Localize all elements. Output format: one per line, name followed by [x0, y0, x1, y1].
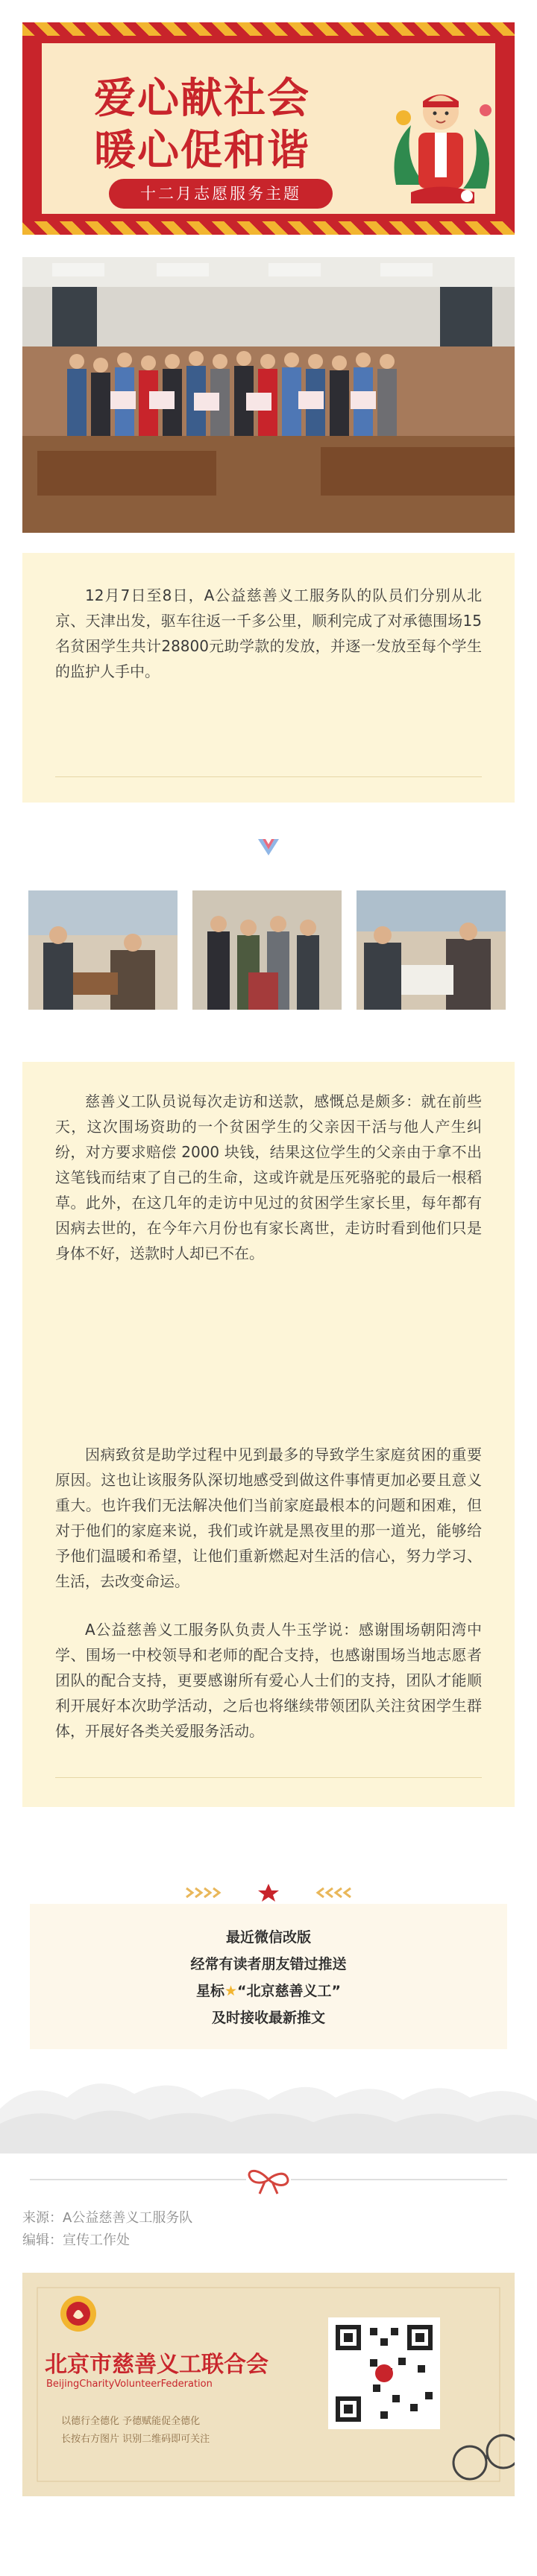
- story-divider: [55, 1777, 482, 1778]
- story-paragraph-1: 慈善义工队员说每次走访和送款，感慨总是颇多：就在前些天，这次围场资助的一个贫困学生的父亲因干活与他人产生纠纷，对方要求赔偿 2000 块钱，结果这位学生的父亲由于拿不出这笔钱而结束了自己的生命，这或许就是压死骆驼的最后一根稻草。此外，在这几年的走访中见过的贫困学生家长里，每年都有因病去世的，在今年六月份也有家长离世，走访时看到他们只是身体不好，送款时人却已不在。: [55, 1092, 482, 1262]
- article-editor: 编辑：宣传工作处: [22, 2232, 130, 2248]
- banner-title-line1: 爱心献社会: [94, 75, 310, 123]
- article-source: 来源：A公益慈善义工服务队: [22, 2210, 193, 2226]
- banner-inner: [42, 43, 495, 214]
- chinese-knot-divider: [0, 2161, 537, 2198]
- activity-photo-2: [192, 890, 342, 1010]
- banner-title-line2: 暖心促和谐: [94, 127, 310, 175]
- cloud-decoration: [0, 2064, 537, 2153]
- org-slogan-2: 长按右方图片 识别二维码即可关注: [61, 2434, 210, 2445]
- activity-photo-1: [28, 890, 178, 1010]
- star-icon: [258, 1884, 279, 1902]
- intro-text: 12月7日至8日，A公益慈善义工服务队的队员们分别从北京、天津出发，驱车往返一千多公里，顺利完成了对承德围场15名贫困学生共计28800元助学款的发放，并逐一发放至每个学生的监护人手中。: [55, 586, 482, 680]
- notice-account-name: “北京慈善义工”: [237, 1983, 342, 1999]
- intro-divider: [55, 776, 482, 777]
- group-photo: [22, 257, 515, 533]
- story-card: [22, 1062, 515, 1807]
- chevron-down-icon: [255, 835, 282, 860]
- star-divider: [149, 1882, 388, 1904]
- story-paragraph-2: 因病致贫是助学过程中见到最多的导致学生家庭贫困的重要原因。这也让该服务队深切地感受到做这件事情更加必要且意义重大。也许我们无法解决他们当前家庭最根本的问题和困难，但对于他们的家庭来说，我们或许就是黑夜里的那一道光，能够给予他们温暖和希望，让他们重新燃起对生活的信心，努力学习、生活，去改变命运。: [55, 1446, 482, 1590]
- qr-code[interactable]: [328, 2317, 440, 2429]
- activity-photo-3: [357, 890, 506, 1010]
- volunteer-illustration: [381, 58, 500, 207]
- notice-line-2: 经常有读者朋友错过推送: [190, 1956, 347, 1972]
- org-name-en: BeijingCharityVolunteerFederation: [46, 2379, 213, 2390]
- star-icon: ★: [224, 1983, 238, 1999]
- notice-star-label: 星标: [195, 1983, 224, 1999]
- org-slogan-1: 以德行全德化 予德赋能促全德化: [61, 2416, 201, 2427]
- intro-card: [22, 553, 515, 803]
- banner-stripe-top: [22, 22, 515, 36]
- org-qr-card: [22, 2273, 515, 2496]
- notice-line-3: [30, 1980, 507, 2000]
- banner-stripe-bottom: [22, 221, 515, 235]
- notice-line-1: 最近微信改版: [225, 1929, 311, 1946]
- header-banner: [22, 22, 515, 235]
- chinese-knot-icon: [249, 2171, 288, 2194]
- notice-line-4: 及时接收最新推文: [211, 2010, 325, 2026]
- story-paragraph-3: A公益慈善义工服务队负责人牛玉学说：感谢围场朝阳湾中学、围场一中校领导和老师的配合支持，也感谢围场当地志愿者团队的配合支持，更要感谢所有爱心人士们的支持，团队才能顺利开展好本次助学活动，之后也将继续带领团队关注贫困学生群体，开展好各类关爱服务活动。: [55, 1621, 482, 1740]
- org-name: 北京市慈善义工联合会: [45, 2352, 268, 2378]
- banner-subtitle: 十二月志愿服务主题: [109, 179, 333, 209]
- follow-notice: [30, 1904, 507, 2049]
